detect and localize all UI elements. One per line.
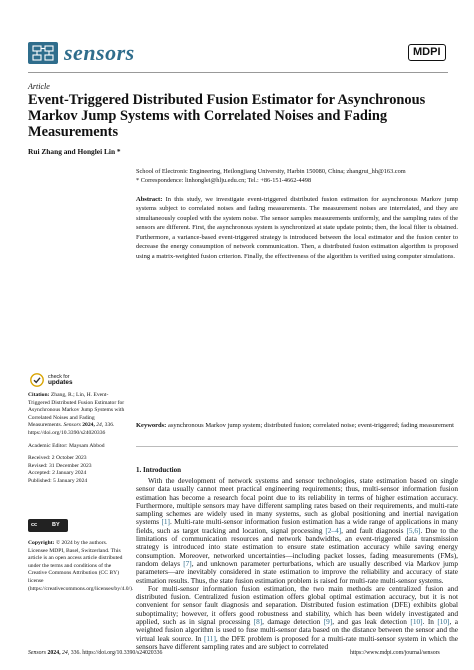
abstract-label: Abstract: xyxy=(136,196,163,203)
journal-logo-icon xyxy=(28,42,58,64)
citation-journal: Sensors xyxy=(63,422,81,429)
keywords-text: asynchronous Markov jump system; distributed fusion; correlated noise; event-triggered; fading measurement xyxy=(167,422,454,429)
check-updates-icon xyxy=(30,373,44,387)
accepted-date: Accepted: 2 January 2024 xyxy=(28,470,87,477)
journal-name: sensors xyxy=(64,40,135,65)
publisher-logo[interactable]: MDPI xyxy=(408,44,446,61)
introduction-body xyxy=(136,477,458,651)
section-heading-introduction: 1. Introduction xyxy=(136,466,181,474)
footer-citation: Sensors 2024, 24, 336. https://doi.org/10.3390/s24020336 xyxy=(28,650,163,656)
received-date: Received: 2 October 2023 xyxy=(28,455,87,462)
citation-doi[interactable]: 336. https://doi.org/10.3390/s24020336 xyxy=(28,422,115,436)
check-for-updates-badge[interactable] xyxy=(30,373,73,387)
paragraph: With the development of network systems and sensor technologies, state estimation based on single sensor data usually cannot meet practical engineering requirements; thus, multi-sensor information fusion estimation has become a research focal point due to its reliability in terms of higher estimation accuracy. Furthermore, multiple sensors may have different sampling rates based on their requirements, and multi-rate sampling schemes are widely used in many systems, such as global positioning and inertial navigation systems [1]. Multi-rate multi-sensor information fusion estimation has a wide range of applications in many fields, such as target tracking and location, signal processing [2–4], and fault diagnosis [5,6]. Due to the limitations of communication resources and network bandwidths, an event-triggered data transmission strategy is introduced into state estimation to ensure state estimation accuracy while saving energy consumption. Moreover, networked uncertainties—including packet losses, fading measurements (FMs), random delays [7], and unknown parameter perturbations, which are usually described via Markov jump parameters—are inevitably considered in state estimation to improve the reliability and accuracy of state estimation results. Thus, the state fusion estimation problem is raised for multi-rate multi-sensor systems. xyxy=(136,476,458,585)
reference-link[interactable]: [7] xyxy=(183,558,192,568)
article-info xyxy=(28,392,128,486)
citation-volume: 24, xyxy=(96,422,104,429)
check-updates-top: check for xyxy=(48,374,70,380)
reference-link[interactable]: [1] xyxy=(161,517,170,527)
check-updates-bottom: updates xyxy=(48,379,73,386)
article-title: Event-Triggered Distributed Fusion Estimator for Asynchronous Markov Jump Systems with Correlated Noises and Fading Measurements xyxy=(28,92,426,140)
article-authors: Rui Zhang and Honglei Lin * xyxy=(28,147,121,156)
reference-link[interactable]: [8] xyxy=(253,617,263,627)
affiliations xyxy=(136,167,456,185)
citation xyxy=(28,392,128,438)
cc-by-license-icon[interactable] xyxy=(28,519,68,532)
keywords xyxy=(136,421,458,430)
reference-link[interactable]: [11] xyxy=(203,633,216,643)
copyright xyxy=(28,540,134,593)
header-divider xyxy=(28,72,448,73)
affiliation-line: School of Electronic Engineering, Heilongjiang University, Harbin 150080, China; zhangrui_hh@163.com xyxy=(136,168,406,175)
correspondence-line: * Correspondence: linhonglei@hlju.edu.cn; Tel.: +86-151-4662-4498 xyxy=(136,177,312,184)
reference-link[interactable]: [10] xyxy=(410,617,423,627)
citation-label: Citation: xyxy=(28,392,50,398)
footer-doi[interactable]: 336. https://doi.org/10.3390/s24020336 xyxy=(70,650,163,656)
reference-link[interactable]: [5,6] xyxy=(406,525,421,535)
revised-date: Revised: 31 December 2023 xyxy=(28,462,92,469)
abstract-text: In this study, we investigate event-triggered distributed fusion estimation for asynchronous Markov jump systems subject to correlated noises and fading measurements. The measurement noises are interrelated, and they are simultaneously coupled with the system noise. The sensor samples measurements uniformly, and the sampling rates of the sensors are different. First, the asynchronous system is synchronized at state update points; then, the local filter is obtained. Furthermore, a variance-based event-triggered strategy is introduced between the local estimator and the fusion center to decrease the energy consumption of network communication. Then, a distributed fusion estimation algorithm is proposed using a matrix-weighted fusion criterion. Finally, the effectiveness of the algorithm is verified using computer simulations. xyxy=(136,196,459,260)
copyright-label: Copyright: xyxy=(28,540,55,546)
footer-journal-link[interactable]: https://www.mdpi.com/journal/sensors xyxy=(350,650,440,656)
copyright-text: © 2024 by the authors. Licensee MDPI, Basel, Switzerland. This article is an open access article distributed under the terms and conditions of the Creative Commons Attribution (CC BY) license (https://creativecommons.org/licenses/by/4.0/). xyxy=(28,540,134,592)
article-type: Article xyxy=(28,82,50,91)
cc-badge-left: cc xyxy=(31,522,38,528)
citation-text: Zhang, R.; Lin, H. Event-Triggered Distributed Fusion Estimator for Asynchronous Markov Jump Systems with Correlated Noises and Fading Measurements. xyxy=(28,392,125,429)
keywords-label: Keywords: xyxy=(136,422,167,429)
abstract xyxy=(136,195,458,261)
reference-link[interactable]: [10] xyxy=(437,617,450,627)
section-divider xyxy=(136,446,458,447)
citation-year: 2024, xyxy=(82,422,95,429)
academic-editor: Academic Editor: Maysam Abbod xyxy=(28,442,105,449)
paragraph: For multi-sensor information fusion estimation, the two main methods are centralized fusion and distributed fusion. Centralized fusion estimation offers global optimal estimation accuracy, but it is not convenient for sensor fault diagnosis and separation. Distributed fusion estimation (DFE) exhibits global suboptimality; however, it offers good robustness and stability, which has been widely investigated and applied, such as in signal processing [8], damage detection [9], and gas leak detection [10]. In [10], a weighted fusion algorithm is used to fuse multi-sensor data based on the distance between the sensor and the virtual leak source. In [11], the DFE problem is proposed for a multi-rate multi-sensor system in which the sensors have different sampling rates and are subject to correlated xyxy=(136,583,458,651)
reference-link[interactable]: [2–4] xyxy=(325,525,342,535)
published-date: Published: 5 January 2024 xyxy=(28,477,88,484)
cc-badge-right: BY xyxy=(52,522,60,528)
reference-link[interactable]: [9] xyxy=(323,617,333,627)
